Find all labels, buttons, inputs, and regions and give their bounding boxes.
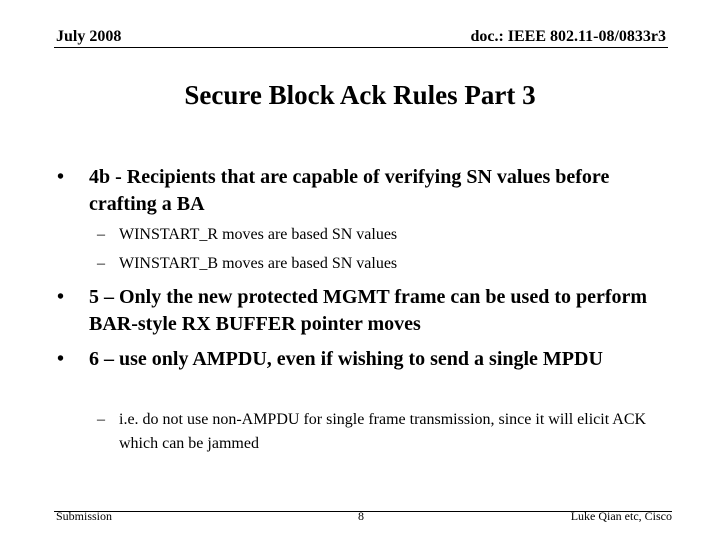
sub-bullet-text: WINSTART_R moves are based SN values xyxy=(119,226,398,243)
footer-submission: Submission xyxy=(56,509,113,523)
bullet-marker: • xyxy=(57,286,65,308)
bullet-text: 4b - Recipients that are capable of verifying SN values before crafting a BA xyxy=(89,166,610,215)
header-date: July 2008 xyxy=(56,28,122,45)
sub-bullet-marker: – xyxy=(97,226,105,243)
bullet-marker: • xyxy=(57,166,65,188)
sub-bullet-text: i.e. do not use non-AMPDU for single frame transmission, since it will elicit ACK which can be jammed xyxy=(119,411,647,452)
footer-page-number: 8 xyxy=(358,509,364,523)
footer-author: Luke Qian etc, Cisco xyxy=(570,509,672,523)
header-doc-id: doc.: IEEE 802.11-08/0833r3 xyxy=(470,28,666,45)
header-divider xyxy=(54,47,668,48)
bullet-marker: • xyxy=(57,348,65,370)
sub-bullet-marker: – xyxy=(97,411,105,428)
sub-bullet-text: WINSTART_B moves are based SN values xyxy=(119,255,398,272)
bullet-text: 5 – Only the new protected MGMT frame can be used to perform BAR-style RX BUFFER pointer moves xyxy=(89,286,648,335)
sub-bullet-marker: – xyxy=(97,255,105,272)
slide-title: Secure Block Ack Rules Part 3 xyxy=(184,80,536,110)
bullet-text: 6 – use only AMPDU, even if wishing to send a single MPDU xyxy=(89,348,603,370)
